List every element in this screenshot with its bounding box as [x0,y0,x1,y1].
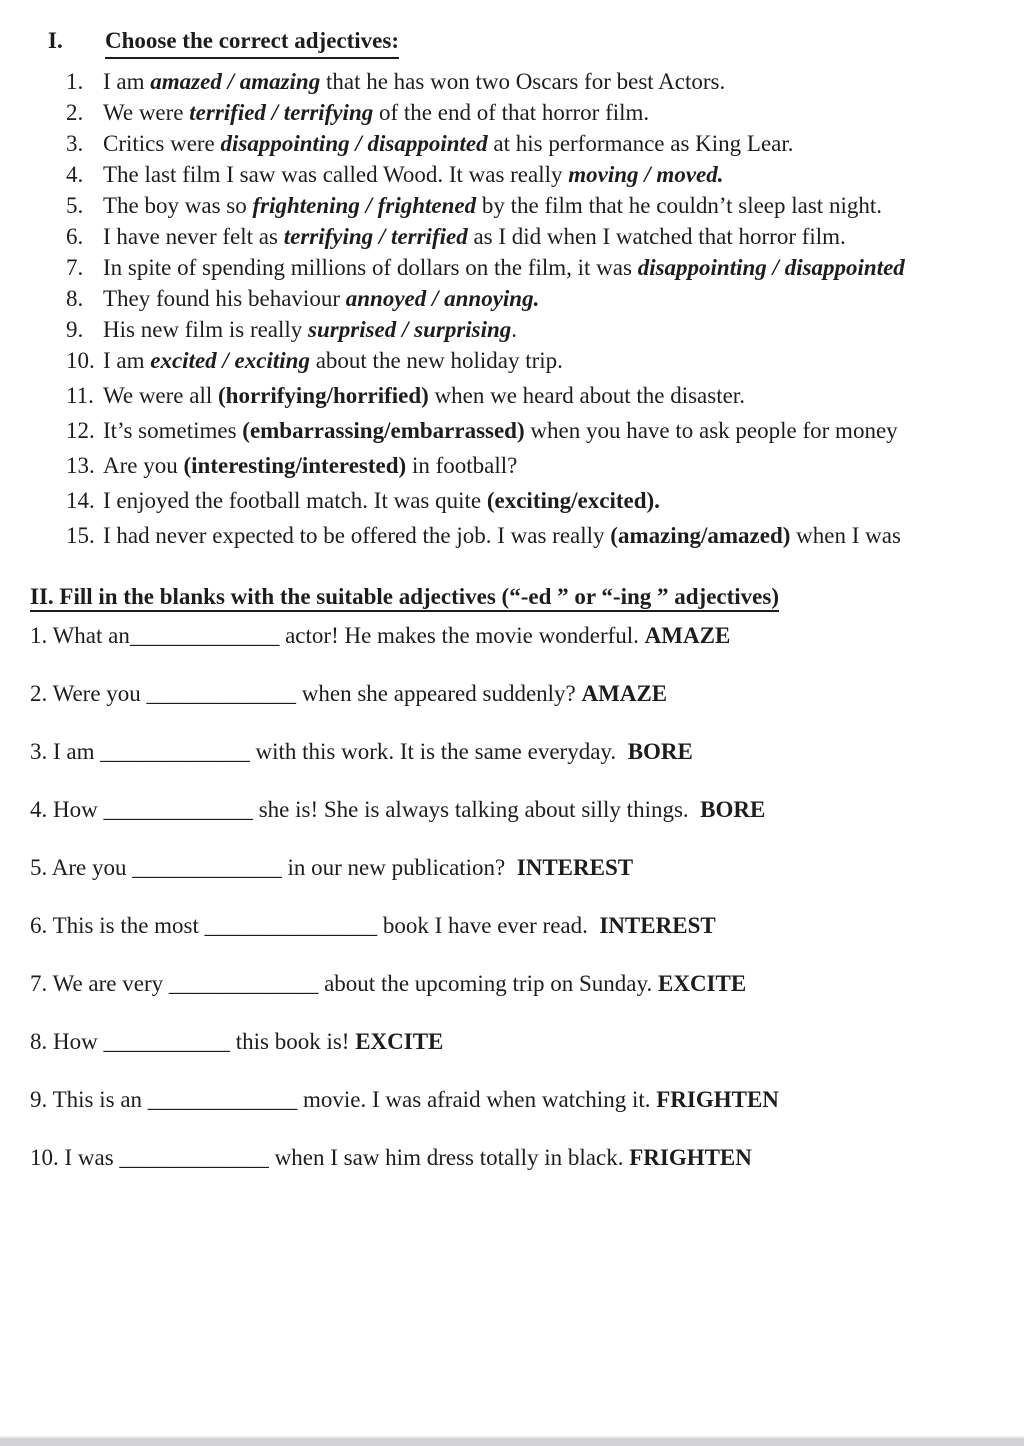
exercise2-sentence [30,856,1024,880]
item-text [103,450,517,481]
text-segment: BORE [700,797,766,822]
text-segment: at his performance as King Lear. [487,131,794,156]
exercise1-sentence [66,128,1024,159]
text-segment: when you have to ask people for money [524,418,898,443]
item-number: 1. [66,69,84,94]
section1-list [0,66,1024,551]
item-number: 5. [66,193,84,218]
item-number: 4. [66,162,84,187]
item-number: 15. [66,523,95,548]
item-text [103,159,724,190]
exercise2-sentence [30,682,1024,706]
item-number: 2. [66,100,84,125]
text-segment: disappointing / disappointed [637,255,905,280]
text-segment: The last film I saw was called Wood. It was really [103,162,569,187]
item-text [103,415,898,446]
section1-heading [48,26,1024,59]
text-segment: terrifying / terrified [283,224,468,249]
item-text [103,66,725,97]
exercise1-sentence [66,283,1024,314]
item-number: 8. [66,286,84,311]
section2-list [0,624,1024,1170]
text-segment: 3. I am _____________ with this work. It is the same everyday. [30,739,628,764]
text-segment: I have never felt as [103,224,284,249]
exercise2-sentence [30,624,1024,648]
text-segment: when we heard about the disaster. [428,383,745,408]
exercise2-sentence [30,1146,1024,1170]
text-segment: of the end of that horror film. [373,100,650,125]
text-segment: frightening / frightened [252,193,477,218]
item-number: 3. [66,131,84,156]
text-segment: amazed / amazing [150,69,321,94]
section2-title: II. Fill in the blanks with the suitable adjectives (“-ed ” or “-ing ” adjectives) [30,584,779,612]
text-segment: In spite of spending millions of dollars on the film, it was [103,255,638,280]
exercise1-sentence [66,485,1024,516]
text-segment: The boy was so [103,193,253,218]
item-text [103,520,901,551]
text-segment: excited / exciting [150,348,310,373]
text-segment: . [511,317,518,342]
text-segment: (embarrassing/embarrassed) [242,418,525,443]
item-text [103,380,745,411]
text-segment: AMAZE [581,681,668,706]
exercise2-sentence [30,798,1024,822]
item-number: 12. [66,418,95,443]
text-segment: I am [103,348,151,373]
exercise1-sentence [66,97,1024,128]
text-segment: (amazing/amazed) [610,523,791,548]
text-segment: annoyed / annoying. [345,286,540,311]
text-segment: moving / moved. [568,162,724,187]
text-segment: Are you [103,453,184,478]
text-segment: I had never expected to be offered the job. I was really [103,523,611,548]
item-text [103,128,794,159]
text-segment: They found his behaviour [103,286,346,311]
item-number: 13. [66,453,95,478]
item-text [103,314,517,345]
item-text [103,190,882,221]
text-segment: 9. This is an _____________ movie. I was afraid when watching it. [30,1087,657,1112]
item-number: 10. [66,348,95,373]
exercise1-sentence [66,66,1024,97]
text-segment: about the new holiday trip. [309,348,563,373]
text-segment: AMAZE [644,623,731,648]
exercise2-sentence [30,972,1024,996]
item-text [30,623,730,648]
text-segment: I enjoyed the football match. It was quite [103,488,487,513]
exercise1-sentence [66,314,1024,345]
exercise1-sentence [66,159,1024,190]
exercise1-sentence [66,252,1024,283]
text-segment: 10. I was _____________ when I saw him dress totally in black. [30,1145,630,1170]
item-text [30,797,765,822]
item-number: 14. [66,488,95,513]
text-segment: by the film that he couldn’t sleep last night. [476,193,882,218]
item-text [30,971,746,996]
item-text [30,739,693,764]
item-number: 6. [66,224,84,249]
exercise2-sentence [30,740,1024,764]
exercise1-sentence [66,415,1024,446]
exercise1-sentence [66,190,1024,221]
page-bottom-bar [0,1436,1024,1446]
section1-title: Choose the correct adjectives: [105,26,399,59]
item-text [30,1029,443,1054]
item-text [30,913,716,938]
text-segment: that he has won two Oscars for best Actors. [320,69,726,94]
item-number: 7. [66,255,84,280]
exercise1-sentence [66,450,1024,481]
text-segment: 6. This is the most _______________ book I have ever read. [30,913,600,938]
text-segment: We were [103,100,190,125]
exercise2-sentence [30,914,1024,938]
text-segment: in football? [406,453,518,478]
text-segment: 5. Are you _____________ in our new publication? [30,855,517,880]
text-segment: 8. How ___________ this book is! [30,1029,356,1054]
text-segment: Critics were [103,131,221,156]
section2-heading [30,582,1024,612]
text-segment: We were all [103,383,218,408]
item-text [30,681,667,706]
text-segment: 1. What an_____________ actor! He makes the movie wonderful. [30,623,645,648]
text-segment: 2. Were you _____________ when she appeared suddenly? [30,681,582,706]
item-text [103,283,539,314]
text-segment: EXCITE [355,1029,444,1054]
item-number: 9. [66,317,84,342]
item-text [103,485,660,516]
text-segment: His new film is really [103,317,309,342]
text-segment: (horrifying/horrified) [218,383,429,408]
item-number: 11. [66,383,94,408]
text-segment: It’s sometimes [103,418,243,443]
item-text [103,97,649,128]
text-segment: 7. We are very _____________ about the upcoming trip on Sunday. [30,971,658,996]
item-text [30,855,633,880]
text-segment: 4. How _____________ she is! She is always talking about silly things. [30,797,701,822]
text-segment: when I was [790,523,901,548]
text-segment: as I did when I watched that horror film. [467,224,846,249]
text-segment: surprised / surprising [308,317,512,342]
item-text [103,345,563,376]
text-segment: EXCITE [658,971,747,996]
text-segment: INTEREST [516,855,634,880]
item-text [103,252,905,283]
item-text [30,1087,779,1112]
text-segment: (interesting/interested) [183,453,407,478]
exercise1-sentence [66,520,1024,551]
exercise1-sentence [66,380,1024,411]
text-segment: INTEREST [599,913,716,938]
section1-numeral: I. [48,28,63,53]
text-segment: FRIGHTEN [656,1087,779,1112]
item-text [103,221,846,252]
exercise2-sentence [30,1088,1024,1112]
exercise1-sentence [66,221,1024,252]
text-segment: disappointing / disappointed [220,131,488,156]
text-segment: terrified / terrifying [189,100,374,125]
text-segment: (exciting/excited). [486,488,660,513]
item-text [30,1145,752,1170]
text-segment: FRIGHTEN [629,1145,752,1170]
text-segment: BORE [627,739,693,764]
exercise2-sentence [30,1030,1024,1054]
exercise1-sentence [66,345,1024,376]
text-segment: I am [103,69,151,94]
